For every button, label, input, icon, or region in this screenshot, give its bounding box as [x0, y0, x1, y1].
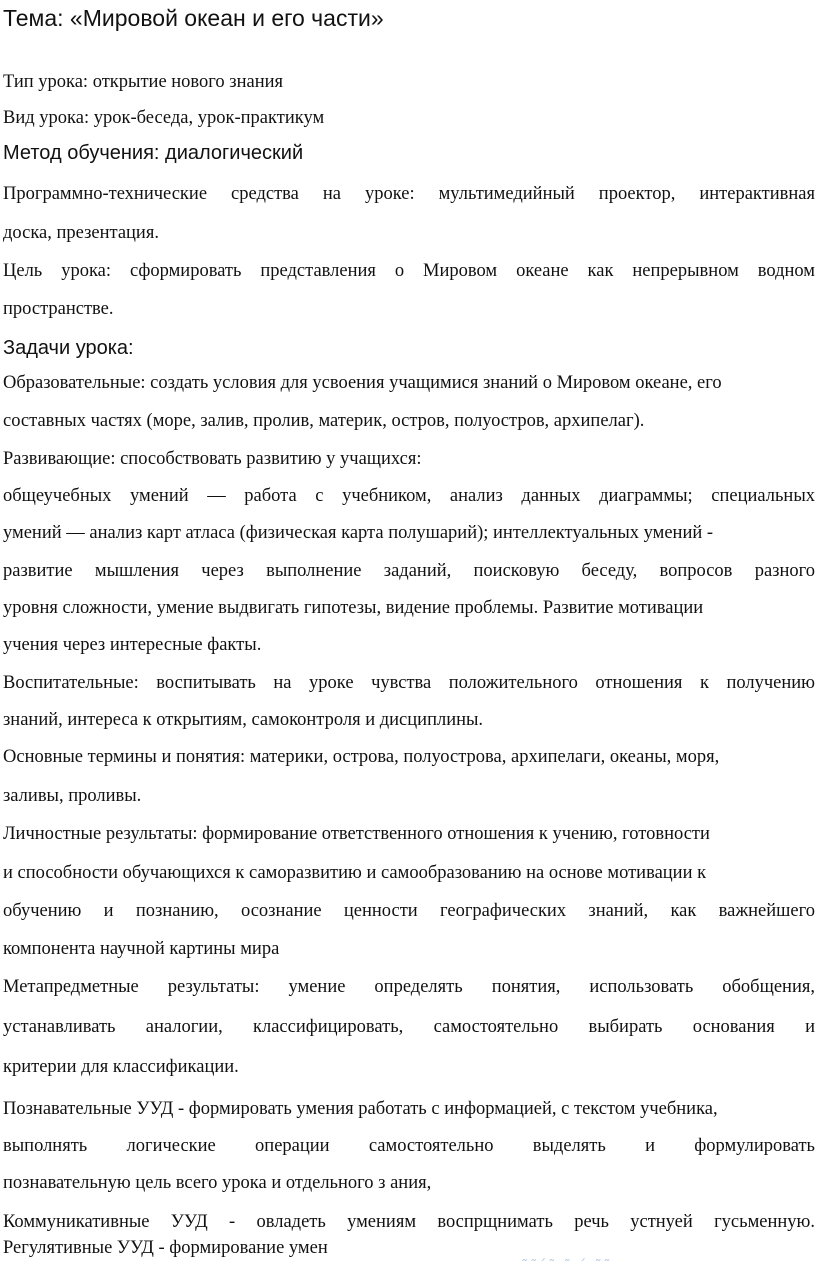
teaching-method: Метод обучения: диалогический — [3, 142, 304, 164]
metasubject-results-line-3: критерии для классификации. — [3, 1057, 239, 1077]
personal-results-line-4: компонента научной картины мира — [3, 939, 280, 959]
lesson-goal-line-1: Цель урока: сформировать представления о Мировом океане как непрерывном водном — [3, 261, 815, 281]
educational-task-line-2: составных частях (море, залив, пролив, материк, остров, полуостров, архипелаг). — [3, 411, 645, 431]
developmental-task-line-2: умений — анализ карт атласа (физическая карта полушарий); интеллектуальных умений - — [3, 523, 714, 543]
personal-results-line-1: Личностные результаты: формирование ответственного отношения к учению, готовности — [3, 824, 710, 844]
tech-means-line-1: Программно-технические средства на уроке: мультимедийный проектор, интерактивная — [3, 184, 815, 204]
cognitive-uud-line-2: выполнять логические операции самостоятельно выделять и формулировать — [3, 1136, 815, 1156]
faded-watermark: ˜˜´˜ ˜ ´ ˜˜ — [520, 1258, 612, 1274]
upbringing-task-line-2: знаний, интереса к открытиям, самоконтроля и дисциплины. — [3, 710, 484, 730]
developmental-task-line-1: общеучебных умений — работа с учебником, анализ данных диаграммы; специальных — [3, 486, 815, 506]
cognitive-uud-line-1: Познавательные УУД - формировать умения работать с информацией, с текстом учебника, — [3, 1099, 718, 1119]
lesson-goal-line-2: пространстве. — [3, 299, 114, 319]
developmental-task-line-3: развитие мышления через выполнение заданий, поисковую беседу, вопросов разного — [3, 561, 815, 581]
personal-results-line-3: обучению и познанию, осознание ценности географических знаний, как важнейшего — [3, 901, 815, 921]
key-terms-line-2: заливы, проливы. — [3, 786, 142, 806]
lesson-tasks-heading: Задачи урока: — [3, 337, 134, 359]
regulatory-uud-line: Регулятивные УУД - формирование умен — [3, 1238, 328, 1258]
cognitive-uud-line-3: познавательную цель всего урока и отдельного з ания, — [3, 1173, 432, 1193]
communicative-uud-line: Коммуникативные УУД - овладеть умениям воспрщнимать речь устнуей гусьменную. — [3, 1212, 815, 1232]
tech-means-line-2: доска, презентация. — [3, 223, 159, 243]
lesson-topic-title: Тема: «Мировой океан и его части» — [3, 5, 384, 31]
developmental-task-line-5: учения через интересные факты. — [3, 635, 262, 655]
lesson-kind: Вид урока: урок-беседа, урок-практикум — [3, 108, 325, 128]
developmental-task-heading: Развивающие: способствовать развитию у учащихся: — [3, 449, 422, 469]
metasubject-results-line-1: Метапредметные результаты: умение определять понятия, использовать обобщения, — [3, 977, 815, 997]
personal-results-line-2: и способности обучающихся к саморазвитию и самообразованию на основе мотивации к — [3, 863, 707, 883]
educational-task-line-1: Образовательные: создать условия для усвоения учащимися знаний о Мировом океане, его — [3, 373, 722, 393]
lesson-type: Тип урока: открытие нового знания — [3, 72, 284, 92]
upbringing-task-line-1: Воспитательные: воспитывать на уроке чувства положительного отношения к получению — [3, 673, 815, 693]
metasubject-results-line-2: устанавливать аналогии, классифицировать, самостоятельно выбирать основания и — [3, 1017, 815, 1037]
developmental-task-line-4: уровня сложности, умение выдвигать гипотезы, видение проблемы. Развитие мотивации — [3, 598, 704, 618]
key-terms-line-1: Основные термины и понятия: материки, острова, полуострова, архипелаги, океаны, моря, — [3, 747, 720, 767]
